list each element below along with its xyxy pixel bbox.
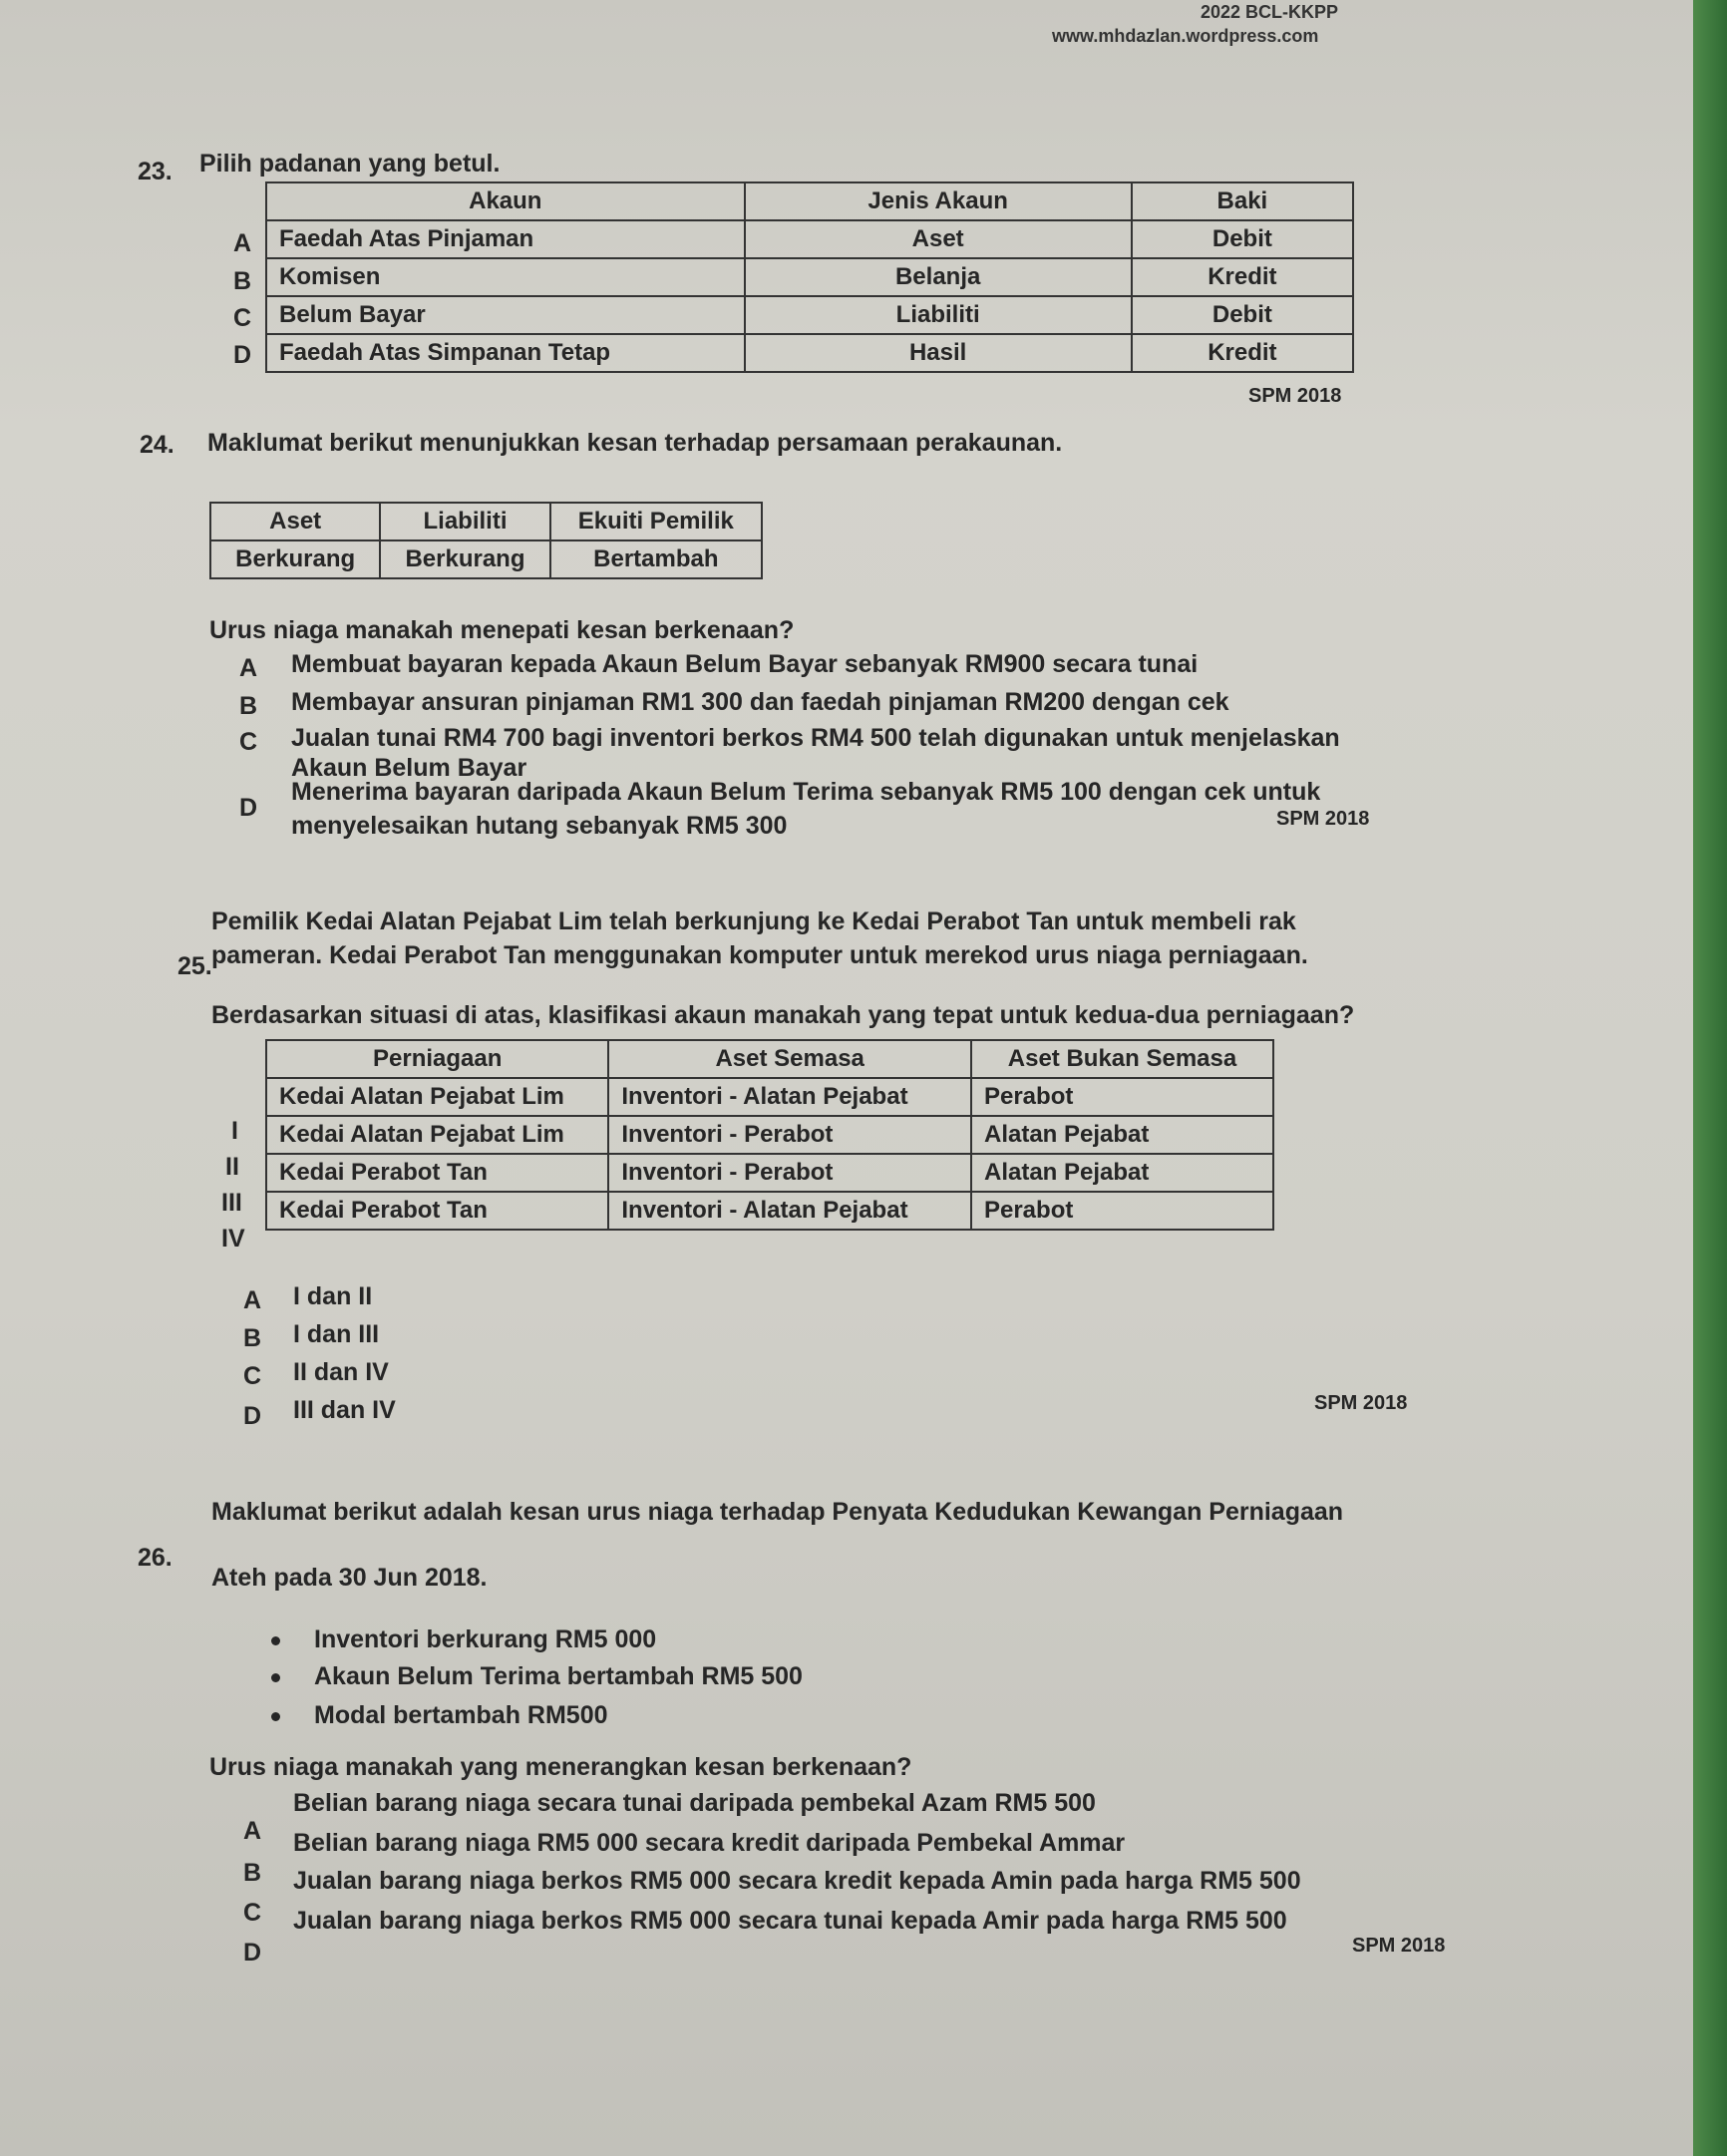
cell: Komisen	[266, 258, 745, 296]
table-row	[210, 540, 762, 578]
question-prompt-line2: Ateh pada 30 Jun 2018.	[211, 1564, 488, 1592]
cell: Perabot	[971, 1192, 1273, 1230]
row-label: I	[231, 1117, 238, 1145]
column-header: Liabiliti	[380, 503, 549, 540]
table-row	[266, 1078, 1273, 1116]
cell: Inventori - Alatan Pejabat	[608, 1192, 971, 1230]
option-label: C	[233, 304, 252, 332]
q25-table	[265, 1039, 1274, 1231]
cell: Belum Bayar	[266, 296, 745, 334]
cell: Perabot	[971, 1078, 1273, 1116]
option-text: Menerima bayaran daripada Akaun Belum Terima sebanyak RM5 100 dengan cek untuk	[291, 778, 1321, 806]
column-header: Aset	[210, 503, 380, 540]
table-row	[266, 334, 1353, 372]
question-text: Berdasarkan situasi di atas, klasifikasi akaun manakah yang tepat untuk kedua-dua perniagaan?	[211, 1001, 1355, 1029]
option-text: Membayar ansuran pinjaman RM1 300 dan faedah pinjaman RM200 dengan cek	[291, 688, 1229, 716]
q23-table	[265, 181, 1354, 373]
question-number: 25.	[177, 952, 212, 980]
column-header: Perniagaan	[266, 1040, 608, 1078]
row-label: III	[221, 1189, 242, 1217]
cell: Kedai Alatan Pejabat Lim	[266, 1078, 608, 1116]
table-row	[266, 220, 1353, 258]
cell: Belanja	[745, 258, 1132, 296]
option-label: C	[239, 728, 258, 756]
cell: Debit	[1132, 220, 1353, 258]
option-label: D	[243, 1939, 262, 1967]
table-row	[266, 296, 1353, 334]
cell: Liabiliti	[745, 296, 1132, 334]
option-text-continued: menyelesaikan hutang sebanyak RM5 300	[291, 812, 788, 840]
q24-table	[209, 502, 763, 579]
table-row	[266, 258, 1353, 296]
column-header: Jenis Akaun	[745, 182, 1132, 220]
option-label: D	[233, 341, 252, 369]
cell: Alatan Pejabat	[971, 1154, 1273, 1192]
option-text: I dan II	[293, 1282, 373, 1310]
option-text: III dan IV	[293, 1396, 396, 1424]
cell: Inventori - Perabot	[608, 1116, 971, 1154]
option-label: C	[243, 1362, 262, 1390]
column-header: Baki	[1132, 182, 1353, 220]
bullet-item	[271, 1662, 803, 1691]
source-label: SPM 2018	[1276, 808, 1370, 830]
option-text: Membuat bayaran kepada Akaun Belum Bayar sebanyak RM900 secara tunai	[291, 650, 1199, 678]
question-number: 24.	[140, 431, 174, 459]
table-row	[266, 1192, 1273, 1230]
cell: Hasil	[745, 334, 1132, 372]
option-label: B	[239, 692, 258, 720]
bullet-text: Inventori berkurang RM5 000	[314, 1625, 657, 1653]
bullet-item	[271, 1701, 608, 1730]
option-label: A	[243, 1286, 262, 1314]
cell: Inventori - Perabot	[608, 1154, 971, 1192]
question-prompt: Maklumat berikut menunjukkan kesan terhadap persamaan perakaunan.	[207, 429, 1063, 457]
cell: Kedai Alatan Pejabat Lim	[266, 1116, 608, 1154]
cell: Inventori - Alatan Pejabat	[608, 1078, 971, 1116]
option-text: Jualan barang niaga berkos RM5 000 secara kredit kepada Amin pada harga RM5 500	[293, 1867, 1301, 1895]
column-header: Aset Semasa	[608, 1040, 971, 1078]
option-text: Jualan barang niaga berkos RM5 000 secara tunai kepada Amir pada harga RM5 500	[293, 1907, 1287, 1935]
row-label: IV	[221, 1225, 245, 1253]
option-label: D	[243, 1402, 262, 1430]
bullet-icon	[271, 1712, 280, 1721]
option-label: D	[239, 794, 258, 822]
option-text: Belian barang niaga RM5 000 secara kredit daripada Pembekal Ammar	[293, 1829, 1126, 1857]
green-background-edge	[1693, 0, 1727, 2156]
question-prompt-line1: Pemilik Kedai Alatan Pejabat Lim telah berkunjung ke Kedai Perabot Tan untuk membeli rak	[211, 907, 1296, 935]
question-text: Urus niaga manakah menepati kesan berkenaan?	[209, 616, 795, 644]
table-row	[266, 1154, 1273, 1192]
option-label: B	[243, 1859, 262, 1887]
cell: Debit	[1132, 296, 1353, 334]
bullet-item	[271, 1625, 656, 1654]
bullet-text: Akaun Belum Terima bertambah RM5 500	[314, 1662, 803, 1690]
bullet-icon	[271, 1636, 280, 1645]
column-header: Akaun	[266, 182, 745, 220]
cell: Bertambah	[550, 540, 762, 578]
option-text: Belian barang niaga secara tunai daripada pembekal Azam RM5 500	[293, 1789, 1096, 1817]
option-text: II dan IV	[293, 1358, 389, 1386]
cell: Berkurang	[210, 540, 380, 578]
option-label: C	[243, 1899, 262, 1927]
cell: Alatan Pejabat	[971, 1116, 1273, 1154]
header-url: www.mhdazlan.wordpress.com	[1052, 26, 1319, 46]
option-text-continued: Akaun Belum Bayar	[291, 754, 527, 782]
bullet-text: Modal bertambah RM500	[314, 1701, 608, 1729]
column-header: Aset Bukan Semasa	[971, 1040, 1273, 1078]
cell: Kredit	[1132, 258, 1353, 296]
question-prompt-line2: pameran. Kedai Perabot Tan menggunakan komputer untuk merekod urus niaga perniagaan.	[211, 941, 1308, 969]
cell: Kedai Perabot Tan	[266, 1154, 608, 1192]
option-label: A	[233, 229, 252, 257]
option-label: B	[233, 267, 252, 295]
option-label: A	[239, 654, 258, 682]
column-header: Ekuiti Pemilik	[550, 503, 762, 540]
cell: Faedah Atas Simpanan Tetap	[266, 334, 745, 372]
cell: Kredit	[1132, 334, 1353, 372]
question-prompt: Pilih padanan yang betul.	[199, 150, 501, 178]
option-text: Jualan tunai RM4 700 bagi inventori berkos RM4 500 telah digunakan untuk menjelaskan	[291, 724, 1340, 752]
table-row	[266, 1116, 1273, 1154]
source-label: SPM 2018	[1248, 385, 1342, 407]
bullet-icon	[271, 1673, 280, 1682]
question-number: 26.	[138, 1544, 173, 1572]
option-label: A	[243, 1817, 262, 1845]
source-label: SPM 2018	[1352, 1935, 1446, 1957]
row-label: II	[225, 1153, 239, 1181]
cell: Kedai Perabot Tan	[266, 1192, 608, 1230]
option-label: B	[243, 1324, 262, 1352]
cell: Faedah Atas Pinjaman	[266, 220, 745, 258]
question-prompt-line1: Maklumat berikut adalah kesan urus niaga terhadap Penyata Kedudukan Kewangan Perniagaan	[211, 1498, 1344, 1526]
cell: Berkurang	[380, 540, 549, 578]
source-label: SPM 2018	[1314, 1392, 1408, 1414]
cell: Aset	[745, 220, 1132, 258]
header-code: 2022 BCL-KKPP	[1201, 2, 1339, 22]
option-text: I dan III	[293, 1320, 380, 1348]
question-number: 23.	[138, 158, 173, 185]
question-text: Urus niaga manakah yang menerangkan kesan berkenaan?	[209, 1753, 912, 1781]
